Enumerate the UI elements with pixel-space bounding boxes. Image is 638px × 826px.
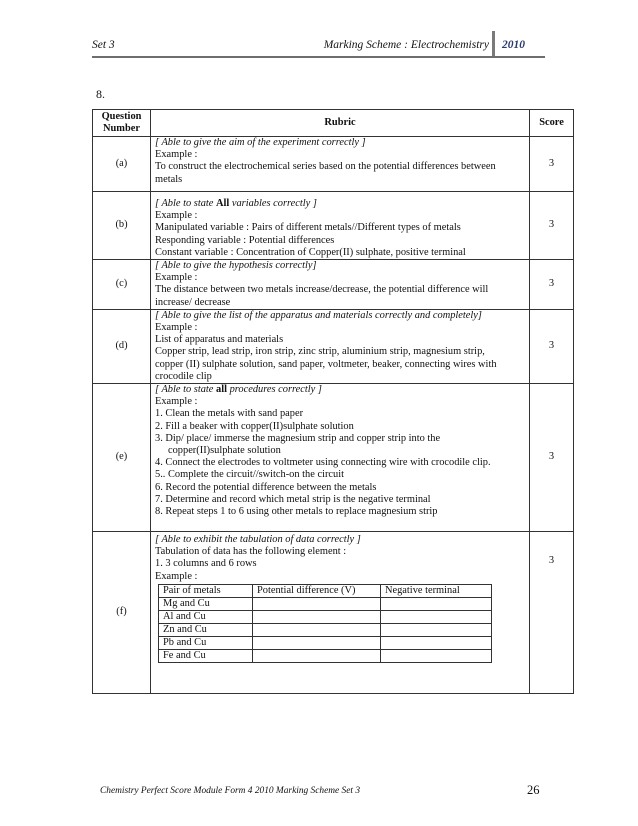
rubric-line: 4. Connect the electrodes to voltmeter using connecting wire with crocodile clip. (155, 457, 491, 469)
row-label: (e) (93, 384, 151, 532)
footer-text: Chemistry Perfect Score Module Form 4 2010 Marking Scheme Set 3 (100, 786, 361, 796)
tabulation-cell: Zn and Cu (159, 623, 253, 636)
rubric-line: copper (II) sulphate solution, sand paper, voltmeter, beaker, connecting wires with (155, 358, 497, 370)
rubric-line: Example : (155, 322, 198, 334)
rubric-line: increase/ decrease (155, 296, 231, 308)
tabulation-cell-empty (381, 636, 492, 649)
row-score: 3 (530, 309, 574, 383)
tabulation-row (159, 649, 492, 662)
rubric-line: The distance between two metals increase/decrease, the potential difference will (155, 284, 489, 296)
header-question-number: Question Number (93, 110, 151, 137)
row-label: (f) (93, 532, 151, 694)
row-rubric (151, 309, 530, 383)
page-header (92, 31, 545, 55)
rubric-line: Example : (155, 396, 198, 408)
rubric-line: Example : (155, 210, 198, 222)
table-row (93, 384, 574, 532)
tabulation-cell-empty (253, 597, 381, 610)
rubric-line: Tabulation of data has the following element : (155, 546, 347, 558)
tabulation-row (159, 597, 492, 610)
rubric-line: [ Able to give the list of the apparatus and materials correctly and completely] (155, 309, 482, 321)
rubric-line: [ Able to give the hypothesis correctly] (155, 260, 317, 272)
tabulation-row (159, 636, 492, 649)
table-header-row (93, 110, 574, 137)
tabulation-header: Pair of metals (159, 584, 253, 597)
lead-text: [ Able to state (155, 198, 216, 209)
rubric-line: crocodile clip (155, 370, 212, 382)
rubric-line: 1. Clean the metals with sand paper (155, 408, 304, 420)
rubric-line: [ Able to exhibit the tabulation of data correctly ] (155, 534, 361, 546)
rubric-line: 6. Record the potential difference between the metals (155, 481, 377, 493)
row-label: (a) (93, 137, 151, 192)
rubric-line: List of apparatus and materials (155, 334, 284, 346)
tabulation-table (158, 584, 492, 663)
row-rubric (151, 532, 530, 694)
rubric-lead (155, 384, 526, 396)
rubric-line: 3. Dip/ place/ immerse the magnesium strip and copper strip into the (155, 432, 441, 444)
rubric-line: 5.. Complete the circuit//switch-on the circuit (155, 469, 344, 481)
tabulation-cell-empty (253, 623, 381, 636)
tabulation-header: Potential difference (V) (253, 584, 381, 597)
row-score: 3 (530, 192, 574, 260)
rubric-line: Example : (155, 149, 198, 161)
tabulation-cell-empty (381, 610, 492, 623)
tabulation-cell-empty (253, 649, 381, 662)
lead-text: procedures correctly ] (226, 384, 322, 396)
tabulation-row (159, 610, 492, 623)
row-score: 3 (530, 384, 574, 532)
tabulation-cell: Al and Cu (159, 610, 253, 623)
header-rule (92, 56, 545, 58)
table-row (93, 192, 574, 260)
rubric-line: [ Able to give the aim of the experiment correctly ] (155, 137, 366, 148)
row-score: 3 (530, 532, 574, 694)
tabulation-row (159, 623, 492, 636)
header-set: Set 3 (92, 39, 115, 51)
lead-text: [ Able to state (155, 384, 216, 396)
rubric-line: copper(II)sulphate solution (168, 445, 281, 457)
tabulation-header: Negative terminal (381, 584, 492, 597)
lead-emphasis: all (216, 384, 227, 396)
rubric-line: 7. Determine and record which metal strip is the negative terminal (155, 493, 431, 505)
tabulation-cell-empty (253, 636, 381, 649)
row-rubric (151, 260, 530, 310)
row-rubric (151, 384, 530, 532)
tabulation-cell-empty (381, 623, 492, 636)
row-score: 3 (530, 260, 574, 310)
question-number: 8. (96, 87, 105, 101)
row-label: (d) (93, 309, 151, 383)
header-rubric: Rubric (151, 110, 530, 137)
rubric-line: Copper strip, lead strip, iron strip, zinc strip, aluminium strip, magnesium strip, (155, 346, 485, 358)
rubric-table (92, 109, 574, 694)
tabulation-header-row (159, 584, 492, 597)
row-rubric (151, 192, 530, 260)
rubric-line: 2. Fill a beaker with copper(II)sulphate solution (155, 420, 354, 432)
row-score: 3 (530, 137, 574, 192)
tabulation-cell-empty (253, 610, 381, 623)
table-row (93, 137, 574, 192)
rubric-line: Example : (155, 272, 198, 284)
rubric-line: metals (155, 173, 183, 185)
row-label: (b) (93, 192, 151, 260)
row-rubric (151, 137, 530, 192)
header-scheme: Marking Scheme : Electrochemistry (323, 39, 489, 51)
rubric-lead (155, 198, 526, 210)
rubric-line: 1. 3 columns and 6 rows (155, 558, 257, 570)
table-row (93, 260, 574, 310)
table-row (93, 309, 574, 383)
table-row (93, 532, 574, 694)
lead-emphasis: All (216, 198, 230, 209)
rubric-line: Responding variable : Potential differences (155, 234, 335, 246)
tabulation-cell-empty (381, 649, 492, 662)
page-number: 26 (527, 783, 540, 797)
tabulation-cell: Fe and Cu (159, 649, 253, 662)
rubric-line: 8. Repeat steps 1 to 6 using other metals to replace magnesium strip (155, 506, 438, 518)
tabulation-cell-empty (381, 597, 492, 610)
rubric-line: Manipulated variable : Pairs of different metals//Different types of metals (155, 222, 461, 234)
rubric-line: Example : (155, 570, 198, 582)
rubric-line: Constant variable : Concentration of Copper(II) sulphate, positive terminal (155, 246, 466, 258)
tabulation-cell: Pb and Cu (159, 636, 253, 649)
header-year: 2010 (502, 39, 525, 51)
row-label: (c) (93, 260, 151, 310)
header-score: Score (530, 110, 574, 137)
header-divider (492, 31, 495, 57)
lead-text: variables correctly ] (229, 198, 317, 209)
rubric-line: To construct the electrochemical series based on the potential differences between (155, 161, 496, 173)
tabulation-cell: Mg and Cu (159, 597, 253, 610)
